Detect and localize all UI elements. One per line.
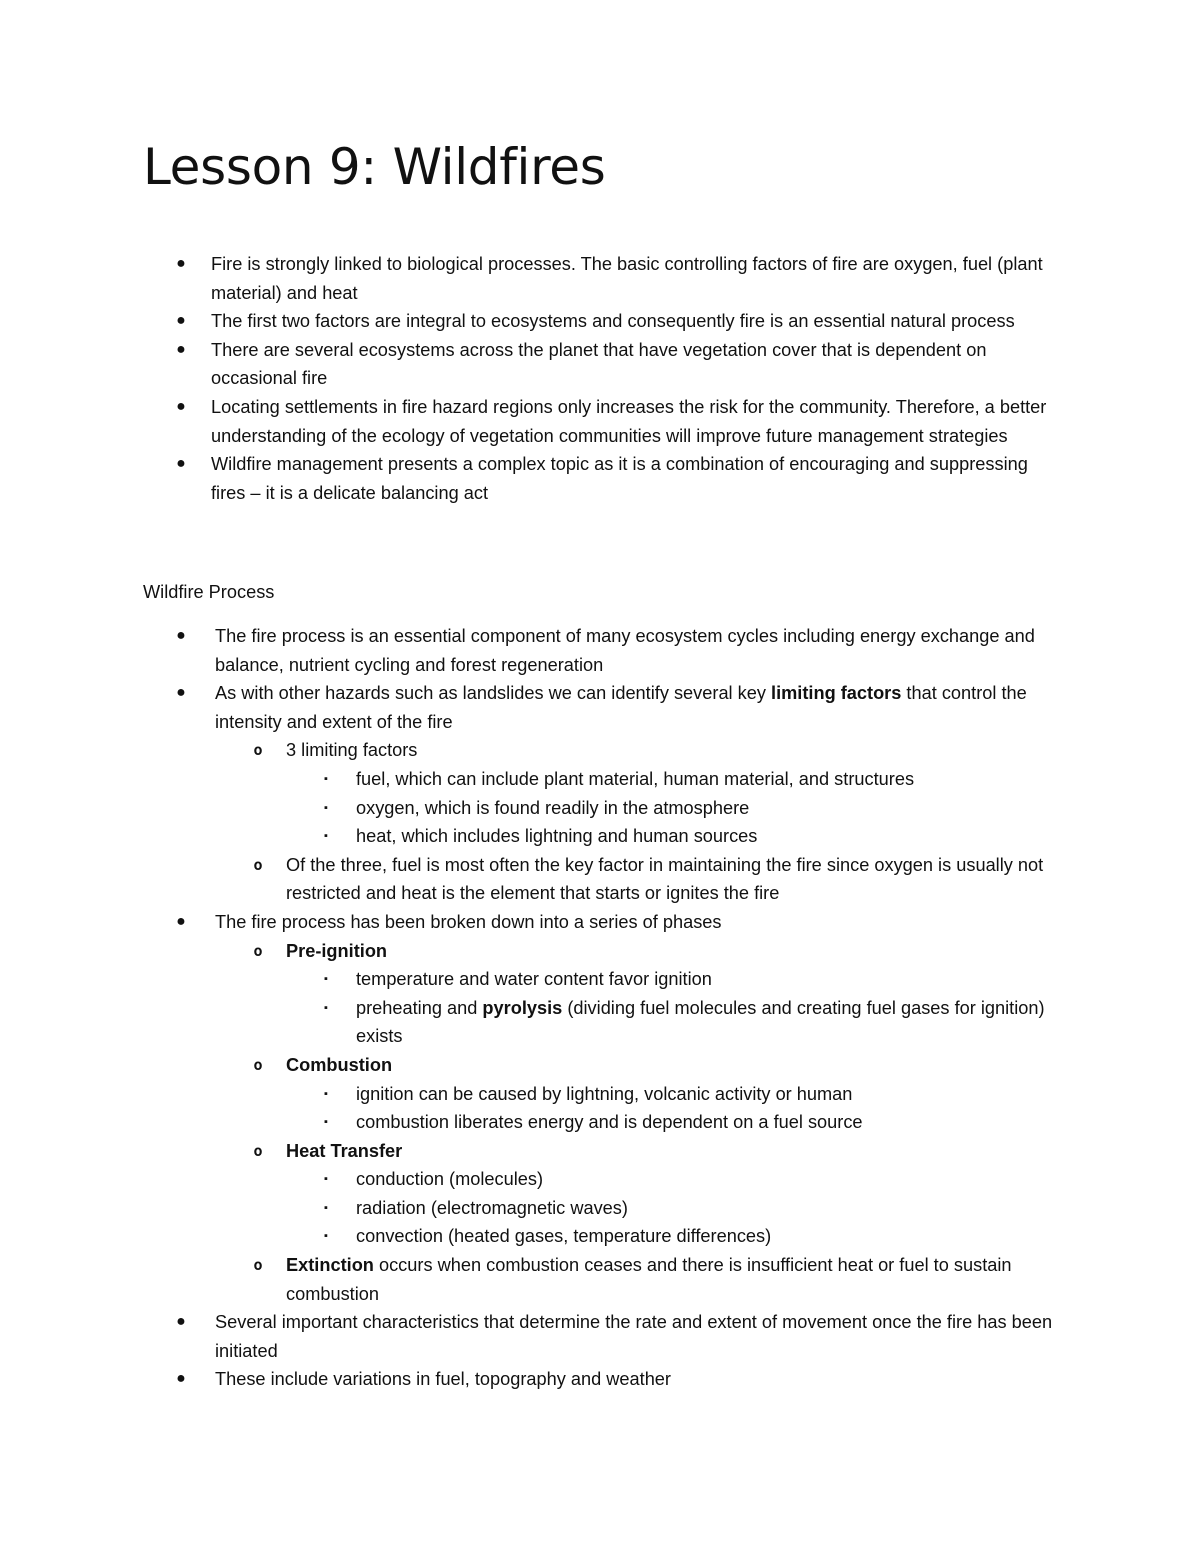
process-bullet-list bbox=[0, 622, 1200, 1394]
bullet-text: There are several ecosystems across the planet that have vegetation cover that is dependent on occasional fire bbox=[211, 339, 987, 389]
sub-list-item bbox=[0, 1051, 1200, 1080]
list-item bbox=[0, 307, 1200, 336]
sub-sub-bullet-text: ignition can be caused by lightning, volcanic activity or human bbox=[356, 1083, 853, 1104]
square-bullet-icon: ▪ bbox=[324, 1201, 328, 1214]
bullet-icon: ● bbox=[176, 1370, 186, 1388]
sub-sub-list-item bbox=[0, 994, 1200, 1051]
bold-term: pyrolysis bbox=[482, 997, 563, 1018]
bold-term: limiting factors bbox=[771, 683, 902, 704]
square-bullet-icon: ▪ bbox=[324, 772, 328, 785]
sub-sub-bullet-text: fuel, which can include plant material, human material, and structures bbox=[356, 768, 915, 789]
bullet-text: Fire is strongly linked to biological processes. The basic controlling factors of fire are oxygen, fuel (plant material) and heat bbox=[211, 254, 1043, 303]
sub-sub-list-item bbox=[0, 1194, 1200, 1223]
bullet-text: These include variations in fuel, topography and weather bbox=[215, 1369, 671, 1390]
sub-sub-bullet-text: combustion liberates energy and is dependent on a fuel source bbox=[356, 1112, 863, 1133]
list-item bbox=[0, 1365, 1200, 1394]
bullet-text: Locating settlements in fire hazard regions only increases the risk for the community. Therefore, a better understanding of the ecology of vegetation communities will improve future management strategies bbox=[211, 396, 1047, 446]
list-item bbox=[0, 336, 1200, 393]
sub-sub-list-item bbox=[0, 1165, 1200, 1194]
sub-sub-list-item bbox=[0, 794, 1200, 823]
sub-sub-list-item bbox=[0, 1222, 1200, 1251]
sub-bullet-text: Extinction occurs when combustion ceases and there is insufficient heat or fuel to sustain combustion bbox=[286, 1255, 1012, 1304]
intro-bullet-list bbox=[0, 250, 1200, 507]
bullet-text: The fire process has been broken down into a series of phases bbox=[215, 911, 722, 932]
bullet-text: Wildfire management presents a complex topic as it is a combination of encouraging and suppressing fires – it is a delicate balancing act bbox=[211, 454, 1028, 503]
bullet-text: Several important characteristics that determine the rate and extent of movement once the fire has been initiated bbox=[215, 1312, 1053, 1361]
sub-list-item bbox=[0, 851, 1200, 908]
sub-list-item bbox=[0, 736, 1200, 765]
bullet-text: The fire process is an essential component of many ecosystem cycles including energy exchange and balance, nutrient cycling and forest regeneration bbox=[215, 626, 1035, 675]
sub-sub-bullet-text: temperature and water content favor ignition bbox=[356, 969, 712, 990]
circle-bullet-icon: o bbox=[253, 941, 263, 960]
sub-sub-bullet-text: radiation (electromagnetic waves) bbox=[356, 1197, 628, 1218]
phase-title: Combustion bbox=[286, 1054, 393, 1075]
sub-bullet-text: Of the three, fuel is most often the key factor in maintaining the fire since oxygen is usually not restricted and heat is the element that starts or ignites the fire bbox=[286, 854, 1044, 904]
sub-sub-bullet-text: oxygen, which is found readily in the atmosphere bbox=[356, 797, 750, 818]
phase-title: Pre-ignition bbox=[286, 940, 388, 961]
circle-bullet-icon: o bbox=[253, 1256, 263, 1275]
sub-sub-bullet-text: heat, which includes lightning and human sources bbox=[356, 826, 758, 847]
bullet-icon: ● bbox=[176, 397, 186, 415]
sub-sub-list-item bbox=[0, 822, 1200, 851]
square-bullet-icon: ▪ bbox=[324, 830, 328, 843]
sub-sub-bullet-text: conduction (molecules) bbox=[356, 1169, 544, 1190]
sub-sub-list-item bbox=[0, 965, 1200, 994]
sub-list-item bbox=[0, 937, 1200, 966]
bullet-icon: ● bbox=[176, 912, 186, 930]
sub-list-item bbox=[0, 1137, 1200, 1166]
bullet-icon: ● bbox=[176, 455, 186, 473]
list-item bbox=[0, 250, 1200, 307]
sub-bullet-text bbox=[286, 937, 1046, 966]
list-item bbox=[0, 908, 1200, 937]
page-title: Lesson 9: Wildfires bbox=[143, 138, 606, 196]
square-bullet-icon: ▪ bbox=[324, 1230, 328, 1243]
bullet-icon: ● bbox=[176, 1313, 186, 1331]
bullet-text: The first two factors are integral to ecosystems and consequently fire is an essential natural process bbox=[211, 311, 1015, 332]
square-bullet-icon: ▪ bbox=[324, 973, 328, 986]
list-item bbox=[0, 1308, 1200, 1365]
sub-bullet-text bbox=[286, 1137, 1046, 1166]
sub-sub-bullet-text: preheating and pyrolysis (dividing fuel molecules and creating fuel gases for ignition) exists bbox=[356, 997, 1045, 1047]
square-bullet-icon: ▪ bbox=[324, 1116, 328, 1129]
list-item bbox=[0, 393, 1200, 450]
bullet-icon: ● bbox=[176, 627, 186, 644]
sub-sub-list-item bbox=[0, 1108, 1200, 1137]
sub-list-item bbox=[0, 1251, 1200, 1308]
circle-bullet-icon: o bbox=[253, 1141, 263, 1160]
section-heading: Wildfire Process bbox=[143, 582, 275, 602]
sub-sub-list-item bbox=[0, 1080, 1200, 1109]
square-bullet-icon: ▪ bbox=[324, 1001, 328, 1014]
square-bullet-icon: ▪ bbox=[324, 1087, 328, 1100]
list-item bbox=[0, 679, 1200, 736]
sub-bullet-text: 3 limiting factors bbox=[286, 740, 418, 761]
bullet-icon: ● bbox=[176, 312, 186, 330]
bullet-text: As with other hazards such as landslides we can identify several key limiting factors that control the intensity and extent of the fire bbox=[215, 683, 1027, 732]
bullet-icon: ● bbox=[176, 684, 186, 702]
list-item bbox=[0, 622, 1200, 679]
phase-title: Heat Transfer bbox=[286, 1140, 403, 1161]
circle-bullet-icon: o bbox=[253, 741, 263, 760]
circle-bullet-icon: o bbox=[253, 1055, 263, 1074]
circle-bullet-icon: o bbox=[253, 855, 263, 874]
sub-bullet-text bbox=[286, 1051, 1046, 1080]
sub-sub-bullet-text: convection (heated gases, temperature differences) bbox=[356, 1226, 772, 1247]
bullet-icon: ● bbox=[176, 255, 186, 272]
phase-title: Extinction bbox=[286, 1255, 374, 1276]
square-bullet-icon: ▪ bbox=[324, 801, 328, 814]
list-item bbox=[0, 450, 1200, 507]
sub-sub-list-item bbox=[0, 765, 1200, 794]
bullet-icon: ● bbox=[176, 340, 186, 358]
square-bullet-icon: ▪ bbox=[324, 1173, 328, 1186]
